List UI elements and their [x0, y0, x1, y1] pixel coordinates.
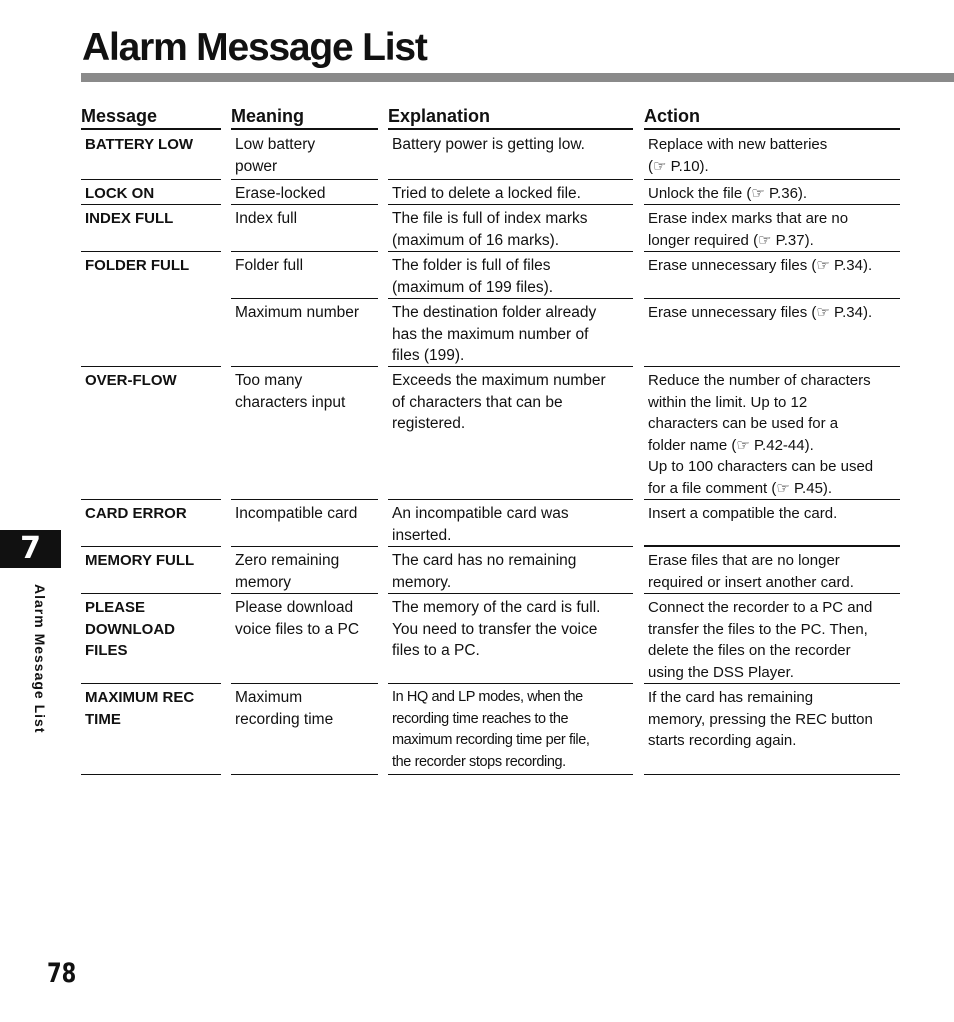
cell-action: Erase unnecessary files (☞ P.34). [648, 257, 873, 274]
table-row-folder-full [0, 252, 954, 367]
table-row-card-error [0, 500, 954, 547]
cell-explanation: In HQ and LP modes, when the recording time reaches to the maximum recording time per file, the recorder stops recording. [392, 689, 590, 770]
cell-explanation: The folder is full of files (maximum of 199 files). [392, 257, 554, 296]
table-row-maximum-rec-time [0, 684, 954, 775]
table-row-index-full [0, 205, 954, 252]
cell-meaning: Index full [235, 210, 298, 227]
cell-action: Erase unnecessary files (☞ P.34). [648, 304, 873, 321]
cell-action: Reduce the number of characters within the limit. Up to 12 characters can be used for a folder name (☞ P.42-44). Up to 100 characters can be used for a file comment (☞ P.45). [648, 372, 874, 497]
cell-action: Erase index marks that are no longer required (☞ P.37). [648, 210, 849, 249]
cell-action: Replace with new batteries (☞ P.10). [648, 136, 828, 175]
cell-meaning: Zero remaining memory [235, 552, 340, 591]
header-explanation: Explanation [388, 106, 633, 130]
cell-action: If the card has remaining memory, pressing the REC button starts recording again. [648, 689, 873, 749]
cell-explanation: The file is full of index marks (maximum of 16 marks). [392, 210, 588, 249]
table-row-over-flow [0, 367, 954, 500]
cell-explanation: The memory of the card is full. You need to transfer the voice files to a PC. [392, 599, 601, 659]
cell-explanation: Battery power is getting low. [392, 136, 585, 153]
cell-message: MEMORY FULL [85, 552, 195, 569]
table-row-lock-on [0, 180, 954, 205]
cell-action: Connect the recorder to a PC and transfer the files to the PC. Then, delete the files on the recorder using the DSS Player. [648, 599, 873, 681]
cell-meaning: Low battery power [235, 136, 316, 175]
cell-message: OVER-FLOW [85, 372, 177, 389]
header-meaning: Meaning [231, 106, 378, 130]
cell-explanation: The destination folder already has the maximum number of files (199). [392, 304, 597, 364]
cell-message: FOLDER FULL [85, 257, 190, 274]
cell-message: LOCK ON [85, 185, 155, 202]
page-number: 78 [47, 958, 77, 989]
cell-message: PLEASE DOWNLOAD FILES [85, 599, 175, 659]
side-section-label: Alarm Message List [32, 584, 48, 734]
cell-meaning: Incompatible card [235, 505, 358, 522]
page-title: Alarm Message List [82, 26, 427, 69]
cell-message: INDEX FULL [85, 210, 174, 227]
cell-action: Insert a compatible the card. [648, 505, 838, 522]
cell-meaning: Maximum recording time [235, 689, 334, 728]
cell-action: Unlock the file (☞ P.36). [648, 185, 808, 202]
cell-message: CARD ERROR [85, 505, 187, 522]
alarm-table [0, 131, 954, 775]
chapter-tab: 7 [0, 530, 61, 568]
cell-action: Erase files that are no longer required or insert another card. [648, 552, 854, 591]
cell-meaning: Too many characters input [235, 372, 346, 411]
cell-meaning: Folder full [235, 257, 304, 274]
cell-meaning: Please download voice files to a PC [235, 599, 360, 638]
cell-message: BATTERY LOW [85, 136, 194, 153]
cell-explanation: Exceeds the maximum number of characters that can be registered. [392, 372, 606, 432]
cell-meaning: Maximum number [235, 304, 360, 321]
header-action: Action [644, 106, 900, 130]
title-rule [81, 73, 954, 82]
cell-explanation: An incompatible card was inserted. [392, 505, 569, 544]
table-row-battery-low [0, 131, 954, 180]
cell-meaning: Erase-locked [235, 185, 326, 202]
table-row-please-download-files [0, 594, 954, 684]
table-row-memory-full [0, 547, 954, 594]
header-message: Message [81, 106, 221, 130]
cell-explanation: The card has no remaining memory. [392, 552, 577, 591]
cell-explanation: Tried to delete a locked file. [392, 185, 581, 202]
cell-message: MAXIMUM REC TIME [85, 689, 195, 728]
